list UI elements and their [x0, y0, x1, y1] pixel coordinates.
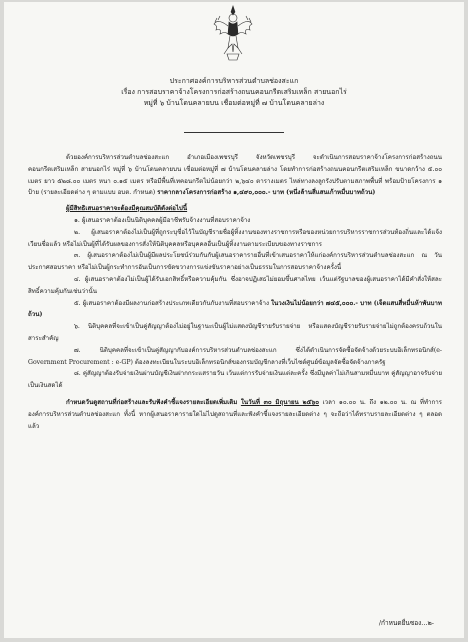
org-title: ประกาศองค์การบริหารส่วนตำบลช่องสะแก — [169, 77, 299, 85]
document-body — [28, 152, 442, 432]
qualification-item-2: ๒. ผู้เสนอราคาต้องไม่เป็นผู้ที่ถูกระบุชื่อไว้ในบัญชีรายชื่อผู้ทิ้งงานของทางราชการหรือของหน่วยการบริหารราชการส่วนท้องถิ่นและได้แจ้งเวียนชื่อแล้ว หรือไม่เป็นผู้ที่ได้รับผลของการสั่งให้นิติบุคคลหรือบุคคลอื่นเป็นผู้ทิ้งงานตามระเบียบของทางราชการ — [28, 228, 442, 248]
subject-line: เรื่อง การสอบราคาจ้างโครงการก่อสร้างถนนคอนกรีตเสริมเหล็ก สายนอกไร่ — [121, 88, 347, 96]
qualification-item-7: ๗. นิติบุคคลที่จะเข้าเป็นคู่สัญญากับองค์การบริหารส่วนตำบลช่องสะแก ซึ่งได้ดำเนินการจัดซื้อจัดจ้างด้วยระบบอิเล็กทรอนิกส์(e-Government Procurement : e-GP) ต้องลงทะเบียนในระบบอิเล็กทรอนิกส์ของกรมบัญชีกลางที่เว็บไซต์ศูนย์ข้อมูลจัดซื้อจัดจ้างภาครัฐ — [28, 346, 442, 366]
qualification-item-8: ๘. คู่สัญญาต้องรับจ่ายเงินผ่านบัญชีเงินฝากกระแสรายวัน เว้นแต่การรับจ่ายเงินแต่ละครั้ง ซึ่งมีมูลค่าไม่เกินสามหมื่นบาท คู่สัญญาอาจรับจ่ายเป็นเงินสดได้ — [28, 370, 442, 390]
schedule-text: เวลา ๑๐.๐๐ น. ถึง ๑๒.๐๐ น. ณ ที่ทำการองค์การบริหารส่วนตำบลช่องสะแก ทั้งนี้ หากผู้เสนอราคารายใดไม่ไปดูสถานที่และฟังคำชี้แจงรายละเอียดต่าง ๆ จะถือว่าได้ทราบรายละเอียดต่าง ๆ ตลอดแล้ว — [28, 398, 443, 430]
intro-paragraph — [28, 152, 442, 199]
qualification-item-1: ๑. ผู้เสนอราคาต้องเป็นนิติบุคคลผู้มีอาชีพรับจ้างงานที่สอบราคาจ้าง — [74, 216, 251, 224]
schedule-paragraph — [28, 397, 442, 432]
schedule-date: ในวันที่ ๓๐ มิถุนายน ๒๕๖๐ — [240, 398, 319, 406]
intro-price: ราคากลางโครงการก่อสร้าง ๑,๔๙๐,๐๐๐.- บาท (หนึ่งล้านสี่แสนเก้าหมื่นบาทถ้วน) — [157, 189, 376, 197]
qualification-item-4: ๔. ผู้เสนอราคาต้องไม่เป็นผู้ได้รับเอกสิทธิ์หรือความคุ้มกัน ซึ่งอาจปฏิเสธไม่ยอมขึ้นศาลไทย เว้นแต่รัฐบาลของผู้เสนอราคาได้มีคำสั่งให้สละสิทธิ์ความคุ้มกันเช่นว่านั้น — [28, 275, 442, 295]
continued-marker: /กำหนดยื่นซอง...๒- — [378, 619, 434, 627]
garuda-emblem-icon — [212, 4, 254, 64]
qualifications-title: ผู้มีสิทธิเสนอราคาจะต้องมีคุณสมบัติดังต่อไปนี้ — [66, 205, 188, 213]
qualification-item-5-text: ๕. ผู้เสนอราคาต้องมีผลงานก่อสร้างประเภทเดียวกันกับงานที่สอบราคาจ้าง — [74, 299, 272, 307]
qualification-item-3: ๓. ผู้เสนอราคาต้องไม่เป็นผู้มีผลประโยชน์ร่วมกันกับผู้เสนอราคารายอื่นที่เข้าเสนอราคาให้แก่องค์การบริหารส่วนตำบลช่องสะแก ณ วันประกาศสอบราคา หรือไม่เป็นผู้กระทำการอันเป็นการขัดขวางการแข่งขันราคาอย่างเป็นธรรมในการสอบราคาจ้างครั้งนี้ — [28, 252, 442, 272]
qualification-item-6: ๖. นิติบุคคลที่จะเข้าเป็นคู่สัญญาต้องไม่อยู่ในฐานะเป็นผู้ไม่แสดงบัญชีรายรับรายจ่าย หรือแสดงบัญชีรายรับรายจ่ายไม่ถูกต้องครบถ้วนในสาระสำคัญ — [28, 323, 442, 342]
document-header — [4, 76, 464, 109]
header-divider — [184, 132, 284, 133]
intro-text: ด้วยองค์การบริหารส่วนตำบลช่องสะแก อำเภอเมืองเพชรบุรี จังหวัดเพชรบุรี จะดำเนินการสอบราคาจ้างโครงการก่อสร้างถนนคอนกรีตเสริมเหล็ก สายนอกไร่ หมู่ที่ ๖ บ้านโดนคลายบน เชื่อมต่อหมู่ที่ ๗ บ้านโดนคลายล่าง โดยทำการก่อสร้างถนนคอนกรีตเสริมเหล็ก ขนาดกว้าง ๕.๐๐ เมตร ยาว ๕๒๘.๐๐ เมตร หนา ๐.๑๕ เมตร หรือมีพื้นที่เทคอนกรีตไม่น้อยกว่า ๒,๖๔๐ ตารางเมตร ไหล่ทางลงลูกรังปรับตามสภาพพื้นที่ พร้อมป้ายโครงการ ๑ ป้าย (รายละเอียดต่าง ๆ ตามแบบ อบต. กำหนด) — [28, 154, 442, 197]
qualification-item-5-amount: ในวงเงินไม่น้อยกว่า ๗๔๕,๐๐๐.- บาท (เจ็ดแสนสี่หมื่นห้าพันบาทถ้วน) — [28, 299, 442, 319]
location-line: หมู่ที่ ๖ บ้านโดนคลายบน เชื่อมต่อหมู่ที่ ๗ บ้านโดนคลายล่าง — [143, 99, 325, 107]
qualification-item-5 — [28, 298, 442, 322]
document-page — [4, 2, 464, 638]
schedule-lead: กำหนดวันดูสถานที่ก่อสร้างและรับฟังคำชี้แจงรายละเอียดเพิ่มเติม — [66, 398, 238, 406]
